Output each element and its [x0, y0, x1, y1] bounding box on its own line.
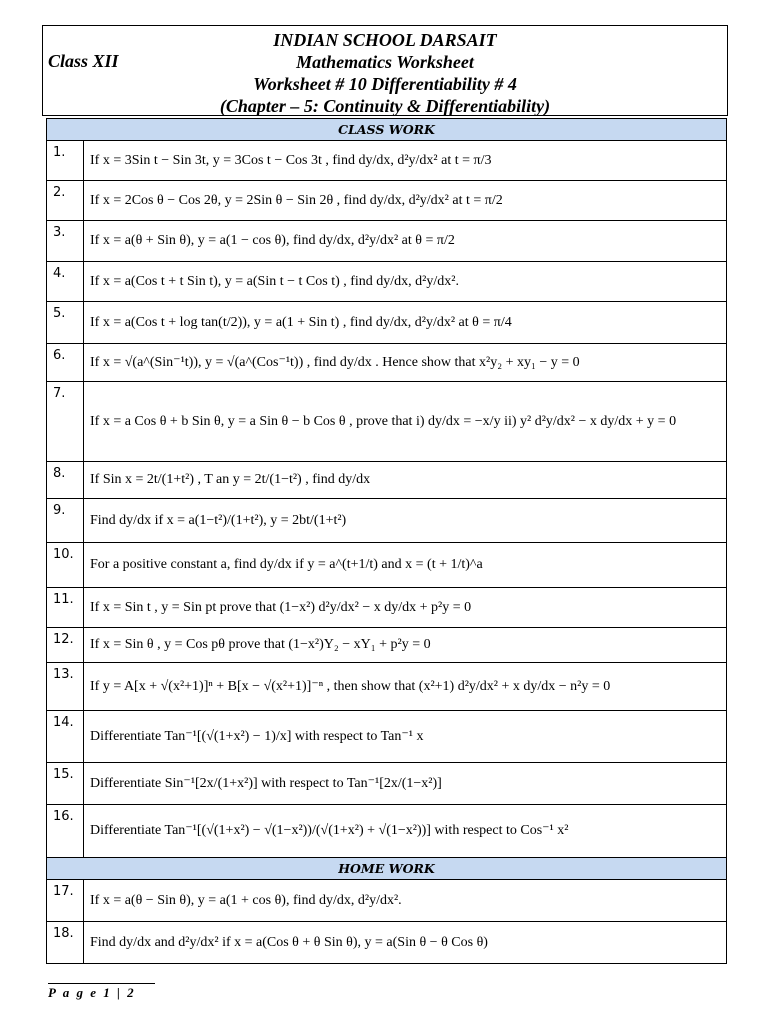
question-number: 12.	[47, 628, 84, 663]
question-number: 14.	[47, 711, 84, 763]
question-number: 11.	[47, 588, 84, 628]
question-text: Differentiate Tan⁻¹[(√(1+x²) − 1)/x] with respect to Tan⁻¹ x	[84, 711, 727, 763]
question-text: Differentiate Tan⁻¹[(√(1+x²) − √(1−x²))/(√(1+x²) + √(1−x²))] with respect to Cos⁻¹ x²	[84, 805, 727, 858]
class-label: Class XII	[48, 51, 119, 71]
question-text: If Sin x = 2t/(1+t²) , T an y = 2t/(1−t²) , find dy/dx	[84, 462, 727, 499]
question-text: If x = a(θ − Sin θ), y = a(1 + cos θ), find dy/dx, d²y/dx².	[84, 880, 727, 922]
question-text: Find dy/dx if x = a(1−t²)/(1+t²), y = 2bt/(1+t²)	[84, 499, 727, 543]
question-text: If x = a(Cos t + t Sin t), y = a(Sin t − t Cos t) , find dy/dx, d²y/dx².	[84, 262, 727, 302]
school-name: INDIAN SCHOOL DARSAIT	[273, 30, 497, 50]
question-text: If x = 2Cos θ − Cos 2θ, y = 2Sin θ − Sin 2θ , find dy/dx, d²y/dx² at t = π/2	[84, 181, 727, 221]
question-text: If y = A[x + √(x²+1)]ⁿ + B[x − √(x²+1)]⁻ⁿ , then show that (x²+1) d²y/dx² + x dy/dx − n²y = 0	[84, 663, 727, 711]
question-number: 9.	[47, 499, 84, 543]
question-number: 16.	[47, 805, 84, 858]
question-number: 5.	[47, 302, 84, 344]
question-number: 2.	[47, 181, 84, 221]
chapter-title: (Chapter – 5: Continuity & Differentiability)	[219, 96, 551, 116]
class-work-heading: CLASS WORK	[47, 119, 727, 141]
question-text: If x = a(θ + Sin θ), y = a(1 − cos θ), find dy/dx, d²y/dx² at θ = π/2	[84, 221, 727, 262]
question-text: If x = Sin θ , y = Cos pθ prove that (1−x²)Y₂ − xY₁ + p²y = 0	[84, 628, 727, 663]
question-text: If x = 3Sin t − Sin 3t, y = 3Cos t − Cos 3t , find dy/dx, d²y/dx² at t = π/3	[84, 141, 727, 181]
subject-title: Mathematics Worksheet	[296, 52, 474, 72]
question-number: 18.	[47, 922, 84, 964]
question-number: 6.	[47, 344, 84, 382]
page-number: P a g e 1 | 2	[48, 983, 155, 1001]
question-number: 13.	[47, 663, 84, 711]
question-text: If x = a Cos θ + b Sin θ, y = a Sin θ − b Cos θ , prove that i) dy/dx = −x/y ii) y² d²y/dx² − x dy/dx + y = 0	[84, 382, 727, 462]
question-text: If x = Sin t , y = Sin pt prove that (1−x²) d²y/dx² − x dy/dx + p²y = 0	[84, 588, 727, 628]
question-number: 8.	[47, 462, 84, 499]
question-number: 10.	[47, 543, 84, 588]
question-text: If x = √(a^(Sin⁻¹t)), y = √(a^(Cos⁻¹t)) , find dy/dx . Hence show that x²y₂ + xy₁ − y = 0	[84, 344, 727, 382]
question-number: 17.	[47, 880, 84, 922]
worksheet-header	[42, 25, 728, 116]
question-text: For a positive constant a, find dy/dx if y = a^(t+1/t) and x = (t + 1/t)^a	[84, 543, 727, 588]
question-number: 4.	[47, 262, 84, 302]
home-work-heading: HOME WORK	[47, 858, 727, 880]
worksheet-table	[46, 118, 727, 964]
question-number: 7.	[47, 382, 84, 462]
question-number: 15.	[47, 763, 84, 805]
question-text: If x = a(Cos t + log tan(t/2)), y = a(1 + Sin t) , find dy/dx, d²y/dx² at θ = π/4	[84, 302, 727, 344]
question-text: Find dy/dx and d²y/dx² if x = a(Cos θ + θ Sin θ), y = a(Sin θ − θ Cos θ)	[84, 922, 727, 964]
question-text: Differentiate Sin⁻¹[2x/(1+x²)] with respect to Tan⁻¹[2x/(1−x²)]	[84, 763, 727, 805]
question-number: 3.	[47, 221, 84, 262]
question-number: 1.	[47, 141, 84, 181]
worksheet-title: Worksheet # 10 Differentiability # 4	[253, 74, 517, 94]
